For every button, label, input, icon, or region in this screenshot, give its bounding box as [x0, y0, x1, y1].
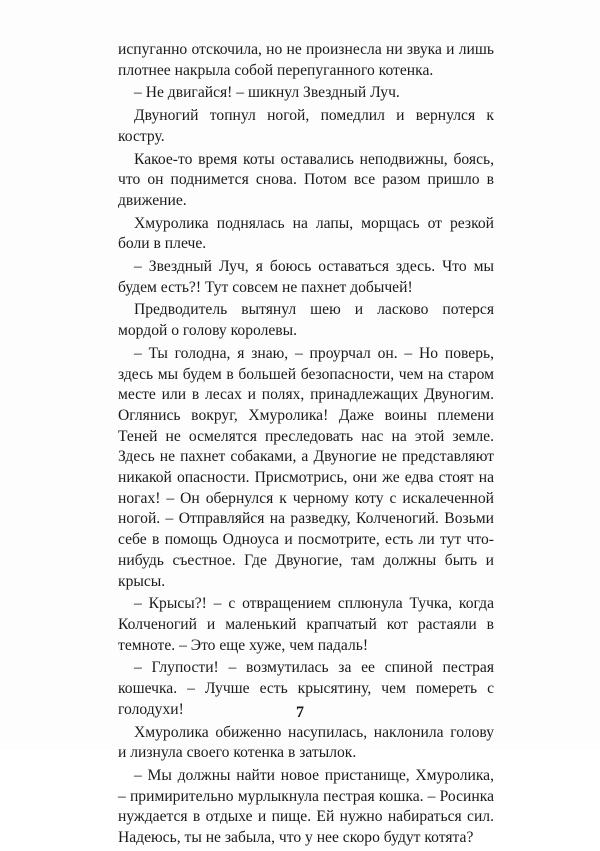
paragraph: Предводитель вытянул шею и ласково потерся мордой о голову королевы.	[118, 301, 494, 340]
paragraph: – Звездный Луч, я боюсь оставаться здесь. Что мы будем есть?! Тут совсем не пахнет добычей!	[118, 258, 494, 296]
paragraph: – Не двигайся! – шикнул Звездный Луч.	[134, 84, 400, 102]
page-number: 7	[296, 704, 304, 721]
paragraph: – Мы должны найти новое пристанище, Хмуролика, – примирительно мурлыкнула пестрая кошка. – Росинка нуждается в отдыхе и пище. Ей нужно набираться сил. Надеюсь, ты не забыла, что у нее скоро будут котята?	[118, 766, 494, 847]
paragraph: испуганно отскочила, но не произнесла ни звука и лишь плотнее накрыла собой перепуганного котенка.	[118, 41, 494, 79]
paragraph: Двуногий топнул ногой, помедлил и вернулся к костру.	[118, 107, 494, 145]
paragraph: Хмуролика обиженно насупилась, наклонила голову и лизнула своего котенка в затылок.	[118, 723, 494, 762]
paragraph: – Глупости! – возмутилась за ее спиной пестрая кошечка. – Лучше есть крысятину, чем помереть с голодухи!	[118, 659, 494, 718]
paragraph: Какое-то время коты оставались неподвижны, боясь, что он поднимется снова. Потом все разом пришло в движение.	[118, 150, 494, 209]
paragraph: – Крысы?! – с отвращением сплюнула Тучка, когда Колченогий и маленький крапчатый кот растаяли в темноте. – Это еще хуже, чем падаль!	[118, 595, 494, 654]
paragraph: Хмуролика поднялась на лапы, морщась от резкой боли в плече.	[118, 214, 494, 253]
body-text	[118, 40, 494, 851]
paragraph: – Ты голодна, я знаю, – проурчал он. – Но поверь, здесь мы будем в большей безопасности, чем на старом месте или в лесах и полях, принадлежащих Двуногим. Оглянись вокруг, Хмуролика! Даже воины племени Теней не осмелятся преследовать нас на этой земле. Здесь не пахнет собаками, а Двуногие не представляют никакой опасности. Присмотрись, они же едва стоят на ногах! – Он обернулся к черному коту с искалеченной ногой. – Отправляйся на разведку, Колченогий. Возьми себе в помощь Одноуса и посмотрите, есть ли тут что-нибудь съестное. Где Двуногие, там должны быть и крысы.	[118, 344, 494, 590]
